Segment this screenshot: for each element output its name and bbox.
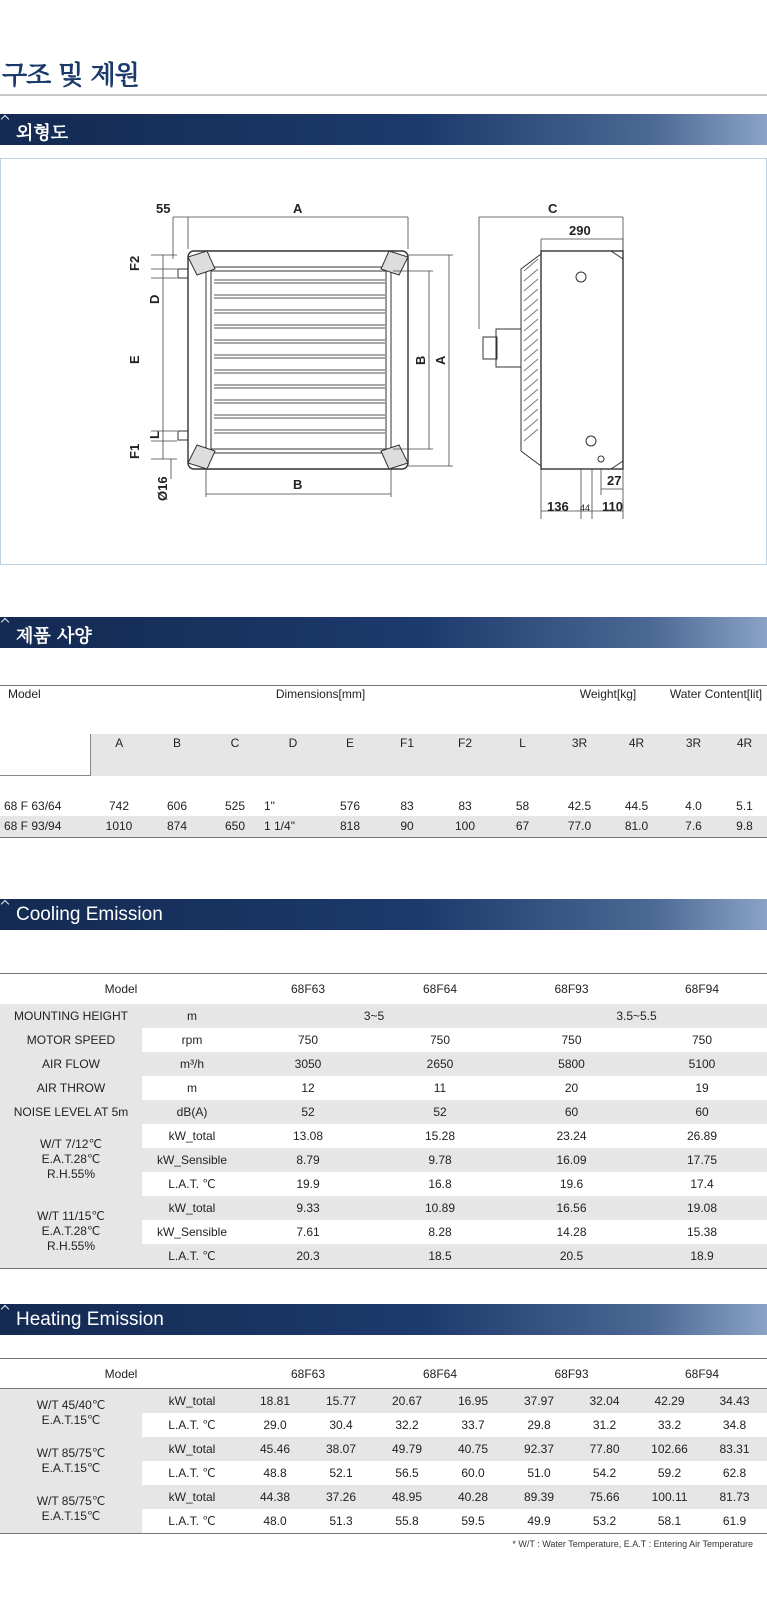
condition-line: R.H.55% [46, 1167, 96, 1181]
heating-cell: 92.37 [523, 1442, 555, 1456]
front-louvres [214, 280, 385, 433]
heating-condition-3 [0, 1485, 142, 1534]
cooling-group-row [0, 1124, 767, 1148]
section-title-outline: 외형도 [16, 123, 69, 144]
row-unit: kW_total [168, 1394, 216, 1408]
outline-drawing-panel [0, 158, 767, 565]
heating-model-col: 68F64 [422, 1366, 458, 1381]
row-unit: L.A.T. ℃ [168, 1514, 216, 1528]
heating-cell: 33.2 [657, 1418, 682, 1432]
cooling-cell: 19.6 [559, 1176, 584, 1191]
heating-model-col: 68F94 [684, 1366, 720, 1381]
row-unit: kW_total [168, 1128, 216, 1143]
cooling-cell: 750 [297, 1032, 319, 1047]
cooling-cell: 20.5 [559, 1248, 584, 1263]
cooling-cell: 20.3 [296, 1248, 320, 1263]
dim-290: 290 [569, 223, 591, 238]
heating-cell: 59.5 [461, 1514, 485, 1528]
cooling-model-col: 68F63 [290, 981, 326, 996]
spec-sub-4r: 4R [628, 735, 645, 750]
side-inlet-pipe [576, 272, 586, 282]
heating-cell: 32.04 [589, 1394, 620, 1408]
heating-cell: 75.66 [589, 1490, 620, 1504]
condition-line: R.H.55% [46, 1239, 96, 1253]
heating-cell: 53.2 [592, 1514, 617, 1528]
spec-cell: 7.6 [685, 819, 702, 834]
spec-sub-e: E [345, 735, 354, 750]
cooling-condition-1 [0, 1124, 142, 1196]
heating-cell: 52.1 [329, 1466, 353, 1480]
heating-cell: 20.67 [391, 1394, 423, 1408]
spec-cell: 4.0 [685, 798, 702, 813]
spec-row [0, 816, 767, 837]
cooling-group-row [0, 1196, 767, 1220]
cooling-condition-2 [0, 1196, 142, 1269]
row-label: MOTOR SPEED [0, 1028, 142, 1052]
spec-sub-f2: F2 [457, 735, 472, 750]
heating-cell: 48.95 [391, 1490, 423, 1504]
cooling-cell: 19 [695, 1080, 709, 1095]
spec-model-header: Model [8, 687, 41, 701]
cooling-row-mounting [0, 1004, 767, 1028]
row-unit: kW_total [168, 1442, 216, 1456]
heating-cell: 56.5 [395, 1466, 419, 1480]
heating-cell: 29.8 [527, 1418, 551, 1432]
cooling-cell: 15.38 [686, 1224, 718, 1239]
cooling-cell: 11 [433, 1080, 447, 1095]
row-unit: m³/h [180, 1056, 204, 1071]
cooling-cell: 13.08 [292, 1128, 324, 1143]
spec-cell: 525 [224, 798, 246, 813]
heating-cell: 38.07 [325, 1442, 357, 1456]
row-label: NOISE LEVEL AT 5m [13, 1104, 129, 1119]
row-label: AIR FLOW [41, 1056, 100, 1071]
spec-water-header: Water Content[lit] [669, 687, 763, 701]
spec-sub-water-4r: 4R [736, 735, 753, 750]
heating-cell: 77.80 [589, 1442, 620, 1456]
heating-model-col: 68F63 [290, 1366, 326, 1381]
spec-cell: 81.0 [624, 819, 649, 834]
heating-cell: 83.31 [719, 1442, 750, 1456]
cooling-row [0, 1100, 767, 1124]
spec-cell: 650 [224, 819, 246, 834]
heating-cell: 31.2 [592, 1418, 617, 1432]
cooling-model-col: 68F93 [554, 981, 589, 996]
cooling-cell: 20 [564, 1080, 579, 1095]
condition-line: W/T 85/75℃ [36, 1446, 106, 1460]
heating-cell: 81.73 [719, 1490, 750, 1504]
heating-cell: 37.26 [325, 1490, 357, 1504]
cooling-cell: 18.9 [690, 1248, 714, 1263]
side-outlet-pipe [586, 436, 596, 446]
cooling-cell: 52 [433, 1104, 447, 1119]
row-unit: L.A.T. ℃ [168, 1248, 216, 1263]
cooling-model-header: Model [104, 981, 138, 996]
section-band-outline [0, 114, 767, 145]
corner-tick-icon [1, 900, 9, 908]
row-label: AIR THROW [0, 1076, 142, 1100]
dim-b-right: B [413, 355, 428, 365]
cooling-cell: 9.78 [428, 1152, 452, 1167]
row-unit: rpm [181, 1032, 203, 1047]
dim-f2: F2 [127, 255, 142, 271]
spec-cell-model: 68 F 63/64 [4, 798, 62, 813]
row-unit: L.A.T. ℃ [168, 1418, 216, 1432]
row-unit: kW_total [168, 1200, 216, 1215]
spec-cell: 9.8 [736, 819, 753, 834]
dim-27: 27 [607, 473, 622, 488]
heating-cell: 59.2 [657, 1466, 682, 1480]
cooling-model-col: 68F64 [422, 981, 458, 996]
heating-cell: 51.3 [329, 1514, 353, 1528]
heating-cell: 42.29 [654, 1394, 685, 1408]
cooling-cell: 10.89 [424, 1200, 456, 1215]
heating-cell: 32.2 [395, 1418, 419, 1432]
spec-sub-a: A [115, 735, 124, 750]
section-band-heating [0, 1304, 767, 1335]
row-unit: m [187, 1080, 197, 1095]
spec-cell-model: 68 F 93/94 [4, 819, 62, 834]
heating-cell: 29.0 [263, 1418, 287, 1432]
heating-cell: 62.8 [722, 1466, 747, 1480]
section-title-specs: 제품 사양 [16, 626, 92, 647]
condition-line: E.A.T.15℃ [41, 1509, 101, 1523]
cooling-cell: 18.5 [428, 1248, 452, 1263]
front-frame-outer [188, 251, 408, 469]
cooling-cell: 5100 [688, 1056, 716, 1071]
section-band-cooling [0, 899, 767, 930]
spec-sub-3r: 3R [571, 735, 588, 750]
cooling-cell: 17.4 [690, 1176, 714, 1191]
row-unit: m [187, 1008, 197, 1023]
cooling-cell: 60 [695, 1104, 709, 1119]
heating-cell: 100.11 [651, 1490, 688, 1504]
outline-drawing [1, 159, 766, 564]
page-title: 구조 및 제원 [2, 61, 139, 91]
condition-line: E.A.T.15℃ [41, 1461, 101, 1475]
dim-f1: F1 [127, 443, 142, 459]
heating-cell: 54.2 [592, 1466, 617, 1480]
cooling-cell: 3~5 [363, 1008, 385, 1023]
side-fan-grille [524, 259, 538, 441]
corner-tick-icon [1, 618, 9, 626]
corner-tick-icon [1, 115, 9, 123]
spec-table [0, 685, 767, 838]
side-drain [598, 456, 604, 462]
spec-cell: 818 [339, 819, 361, 834]
title-divider [0, 94, 767, 96]
cooling-cell: 23.24 [556, 1128, 587, 1143]
spec-cell: 100 [454, 819, 476, 834]
spec-cell: 874 [166, 819, 188, 834]
heating-table [0, 1358, 767, 1534]
side-motor-cap [483, 337, 497, 359]
dim-55: 55 [156, 201, 171, 216]
heating-cell: 15.77 [325, 1394, 357, 1408]
heating-cell: 16.95 [457, 1394, 489, 1408]
cooling-row [0, 1028, 767, 1052]
heating-cell: 55.8 [395, 1514, 419, 1528]
spec-subheader-row [0, 734, 767, 776]
cooling-cell: 3.5~5.5 [616, 1008, 657, 1023]
cooling-cell: 8.28 [428, 1224, 452, 1239]
spec-cell: 1 1/4" [264, 819, 295, 834]
cooling-cell: 750 [691, 1032, 713, 1047]
dim-phi16: Ø16 [155, 476, 170, 501]
heating-cell: 48.8 [263, 1466, 287, 1480]
spec-dimensions-header: Dimensions[mm] [275, 687, 366, 701]
spec-cell: 42.5 [567, 798, 592, 813]
heating-group-row [0, 1389, 767, 1414]
dim-l: L [147, 431, 162, 439]
condition-line: E.A.T.15℃ [41, 1413, 101, 1427]
dim-44: 44 [580, 503, 591, 513]
condition-line: E.A.T.28℃ [41, 1224, 101, 1238]
spec-cell: 1" [264, 798, 275, 813]
cooling-row [0, 1076, 767, 1100]
dim-136: 136 [547, 499, 569, 514]
pipe-connection-bottom [178, 431, 188, 440]
heating-condition-2 [0, 1437, 142, 1485]
heating-cell: 44.38 [259, 1490, 291, 1504]
condition-line: E.A.T.28℃ [41, 1152, 101, 1166]
spec-sub-b: B [172, 735, 181, 750]
heating-cell: 30.4 [329, 1418, 353, 1432]
heating-cell: 51.0 [527, 1466, 551, 1480]
cooling-cell: 2650 [426, 1056, 454, 1071]
heating-cell: 33.7 [461, 1418, 485, 1432]
spec-cell: 1010 [105, 819, 133, 834]
cooling-cell: 3050 [294, 1056, 322, 1071]
footnote: * W/T : Water Temperature, E.A.T : Entering Air Temperature [512, 1539, 753, 1549]
section-title-heating: Heating Emission [16, 1309, 164, 1330]
cooling-cell: 16.8 [428, 1176, 452, 1191]
cooling-header-row [0, 974, 767, 1004]
dim-a-top: A [293, 201, 303, 216]
cooling-cell: 750 [429, 1032, 451, 1047]
condition-line: W/T 45/40℃ [36, 1398, 106, 1412]
spec-cell: 90 [400, 819, 414, 834]
heating-cell: 102.66 [651, 1442, 688, 1456]
cooling-cell: 19.08 [686, 1200, 718, 1215]
heating-cell: 45.46 [259, 1442, 291, 1456]
heating-cell: 34.8 [722, 1418, 747, 1432]
dim-a-right: A [433, 355, 448, 365]
spec-cell: 44.5 [624, 798, 649, 813]
dim-d: D [147, 294, 162, 304]
condition-line: W/T 7/12℃ [40, 1137, 102, 1151]
cooling-cell: 9.33 [296, 1200, 320, 1215]
row-unit: kW_Sensible [142, 1220, 242, 1244]
spec-sub-f1: F1 [399, 735, 414, 750]
heating-cell: 40.75 [457, 1442, 489, 1456]
row-unit: dB(A) [176, 1104, 208, 1119]
heating-model-header: Model [104, 1366, 138, 1381]
cooling-cell: 17.75 [686, 1152, 718, 1167]
condition-line: W/T 11/15℃ [37, 1209, 105, 1223]
dim-c: C [548, 201, 558, 216]
cooling-cell: 16.09 [556, 1152, 587, 1167]
condition-line: W/T 85/75℃ [36, 1494, 106, 1508]
cooling-cell: 5800 [558, 1056, 585, 1071]
corner-tick-icon [1, 1305, 9, 1313]
cooling-cell: 7.61 [296, 1224, 320, 1239]
spec-cell: 58 [515, 798, 530, 813]
heating-model-col: 68F93 [554, 1366, 589, 1381]
row-unit: L.A.T. ℃ [168, 1466, 216, 1480]
cooling-cell: 12 [301, 1080, 315, 1095]
cooling-cell: 8.79 [296, 1152, 320, 1167]
row-unit: kW_Sensible [156, 1152, 228, 1167]
spec-cell: 5.1 [736, 798, 753, 813]
row-unit: L.A.T. ℃ [168, 1176, 216, 1191]
cooling-cell: 52 [301, 1104, 315, 1119]
heating-cell: 48.0 [263, 1514, 287, 1528]
dim-e: E [127, 355, 142, 364]
spec-sub-c: C [230, 735, 240, 750]
heating-cell: 40.28 [457, 1490, 489, 1504]
heating-cell: 61.9 [722, 1514, 747, 1528]
cooling-cell: 14.28 [556, 1224, 587, 1239]
heating-header-row [0, 1359, 767, 1389]
cooling-model-col: 68F94 [684, 981, 720, 996]
spec-cell: 742 [108, 798, 130, 813]
side-body [541, 251, 623, 469]
spec-weight-header: Weight[kg] [579, 687, 637, 701]
spec-header-row [0, 686, 767, 734]
heating-cell: 49.9 [527, 1514, 551, 1528]
heating-cell: 60.0 [461, 1466, 485, 1480]
cooling-cell: 16.56 [556, 1200, 587, 1215]
section-band-specs [0, 617, 767, 648]
side-motor [496, 329, 521, 367]
spec-sub-l: L [519, 735, 526, 750]
pipe-connection-top [178, 269, 188, 278]
dim-b-bottom: B [293, 477, 303, 492]
spec-row [0, 795, 767, 816]
spec-cell: 67 [515, 819, 530, 834]
row-label: MOUNTING HEIGHT [14, 1008, 128, 1023]
side-fan-guard [521, 254, 541, 466]
heating-cell: 49.79 [391, 1442, 423, 1456]
heating-cell: 18.81 [259, 1394, 291, 1408]
spec-cell: 77.0 [567, 819, 592, 834]
cooling-cell: 750 [561, 1032, 582, 1047]
spec-cell: 576 [339, 798, 361, 813]
spec-cell: 83 [458, 798, 472, 813]
heating-cell: 58.1 [657, 1514, 682, 1528]
side-brackets [611, 251, 623, 469]
row-unit: kW_total [168, 1490, 216, 1504]
cooling-cell: 60 [564, 1104, 579, 1119]
heating-group-row [0, 1437, 767, 1461]
cooling-table [0, 973, 767, 1269]
cooling-row [0, 1052, 767, 1076]
spec-cell: 83 [400, 798, 414, 813]
spec-sub-d: D [288, 735, 298, 750]
heating-group-row [0, 1485, 767, 1509]
heating-cell: 34.43 [719, 1394, 750, 1408]
heating-cell: 89.39 [523, 1490, 555, 1504]
cooling-cell: 15.28 [424, 1128, 456, 1143]
heating-cell: 37.97 [523, 1394, 555, 1408]
dim-110: 110 [602, 499, 623, 514]
spec-cell: 606 [166, 798, 188, 813]
spec-sub-water-3r: 3R [685, 735, 702, 750]
section-title-cooling: Cooling Emission [16, 904, 163, 925]
cooling-cell: 19.9 [296, 1176, 320, 1191]
cooling-cell: 26.89 [686, 1128, 718, 1143]
heating-condition-1 [0, 1389, 142, 1438]
